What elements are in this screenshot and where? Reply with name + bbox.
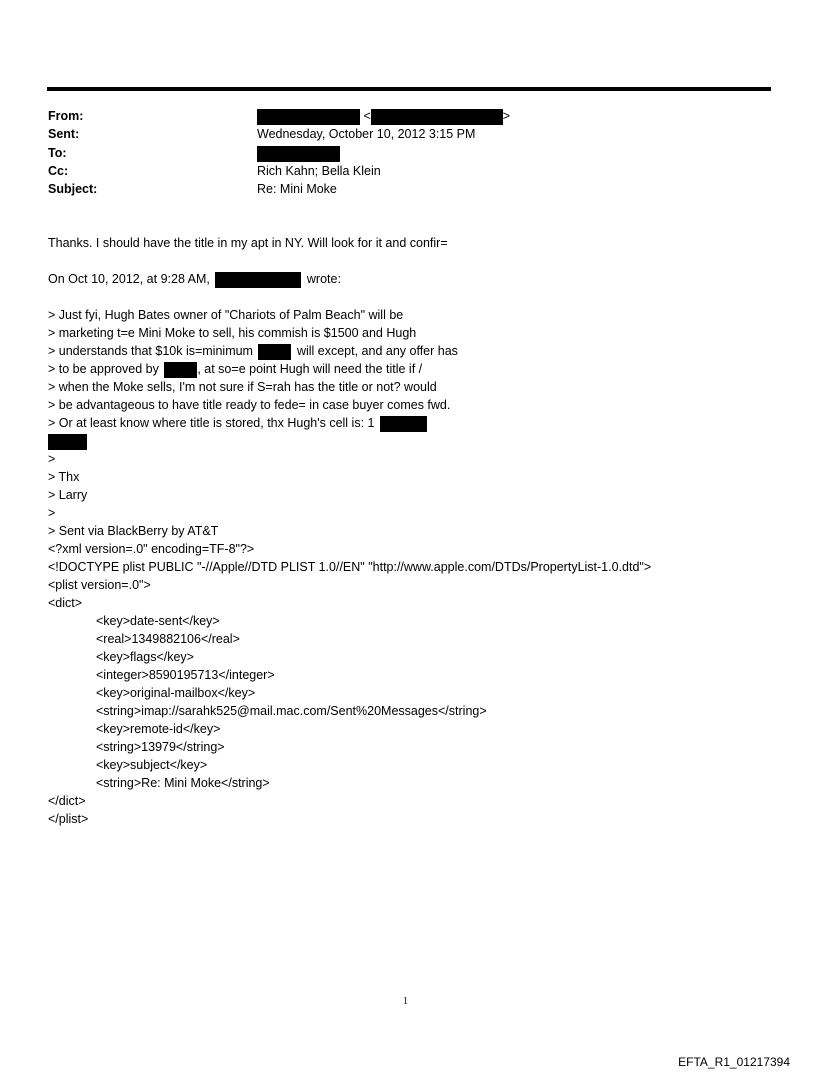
quoted-line: > bbox=[48, 506, 56, 520]
quoted-text: will except, and any offer has bbox=[296, 344, 458, 358]
quoted-line bbox=[48, 360, 422, 378]
xml-line: <string>imap://sarahk525@mail.mac.com/Sent%20Messages</string> bbox=[96, 704, 487, 718]
quoted-line: > Thx bbox=[48, 470, 80, 484]
xml-line: </dict> bbox=[48, 794, 86, 808]
quoted-line: > bbox=[48, 452, 56, 466]
redaction-block bbox=[164, 362, 197, 378]
document-id: EFTA_R1_01217394 bbox=[678, 1055, 790, 1069]
attribution-line bbox=[48, 270, 341, 288]
from-label: From: bbox=[48, 109, 84, 123]
redaction-block bbox=[371, 109, 503, 125]
redaction-block bbox=[48, 434, 87, 450]
quoted-text: > Or at least know where title is stored, thx Hugh's cell is: 1 bbox=[48, 416, 375, 430]
quoted-line: > Sent via BlackBerry by AT&T bbox=[48, 524, 219, 538]
subject-label: Subject: bbox=[48, 182, 98, 196]
xml-line: <integer>8590195713</integer> bbox=[96, 668, 275, 682]
subject-value: Re: Mini Moke bbox=[257, 182, 337, 196]
quoted-line: > Just fyi, Hugh Bates owner of "Chariots of Palm Beach" will be bbox=[48, 308, 404, 322]
quoted-line: > marketing t=e Mini Moke to sell, his commish is $1500 and Hugh bbox=[48, 326, 417, 340]
from-value bbox=[257, 107, 510, 125]
redaction-block bbox=[215, 272, 301, 288]
xml-line: </plist> bbox=[48, 812, 89, 826]
xml-line: <string>13979</string> bbox=[96, 740, 225, 754]
to-label: To: bbox=[48, 146, 67, 160]
attribution-prefix: On Oct 10, 2012, at 9:28 AM, bbox=[48, 272, 210, 286]
quoted-text: , at so=e point Hugh will need the title if / bbox=[197, 362, 423, 376]
attribution-suffix: wrote: bbox=[306, 272, 341, 286]
xml-line: <string>Re: Mini Moke</string> bbox=[96, 776, 270, 790]
quoted-text: > understands that $10k is=minimum bbox=[48, 344, 253, 358]
quoted-line: > when the Moke sells, I'm not sure if S=rah has the title or not? would bbox=[48, 380, 437, 394]
quoted-line bbox=[48, 414, 427, 432]
cc-label: Cc: bbox=[48, 164, 69, 178]
xml-line: <real>1349882106</real> bbox=[96, 632, 240, 646]
quoted-line bbox=[48, 432, 87, 450]
from-lt: < bbox=[363, 109, 371, 123]
xml-line: <?xml version=.0" encoding=TF-8"?> bbox=[48, 542, 255, 556]
page-number: 1 bbox=[403, 996, 408, 1007]
quoted-line bbox=[48, 342, 458, 360]
xml-line: <key>flags</key> bbox=[96, 650, 194, 664]
redaction-block bbox=[257, 109, 360, 125]
xml-line: <key>date-sent</key> bbox=[96, 614, 220, 628]
redaction-block bbox=[258, 344, 291, 360]
header-rule bbox=[47, 87, 771, 91]
body-line: Thanks. I should have the title in my apt in NY. Will look for it and confir= bbox=[48, 236, 448, 250]
redaction-block bbox=[380, 416, 427, 432]
cc-value: Rich Kahn; Bella Klein bbox=[257, 164, 381, 178]
xml-line: <dict> bbox=[48, 596, 83, 610]
quoted-line: > be advantageous to have title ready to fede= in case buyer comes fwd. bbox=[48, 398, 451, 412]
xml-line: <key>remote-id</key> bbox=[96, 722, 221, 736]
quoted-line: > Larry bbox=[48, 488, 88, 502]
xml-line: <key>subject</key> bbox=[96, 758, 208, 772]
xml-line: <!DOCTYPE plist PUBLIC "-//Apple//DTD PLIST 1.0//EN" "http://www.apple.com/DTDs/PropertyList-1.0.dtd"> bbox=[48, 560, 652, 574]
xml-line: <key>original-mailbox</key> bbox=[96, 686, 256, 700]
sent-value: Wednesday, October 10, 2012 3:15 PM bbox=[257, 127, 476, 141]
xml-line: <plist version=.0"> bbox=[48, 578, 151, 592]
from-gt: > bbox=[502, 109, 511, 123]
redaction-block bbox=[257, 146, 340, 162]
quoted-text: > to be approved by bbox=[48, 362, 159, 376]
sent-label: Sent: bbox=[48, 127, 80, 141]
to-value bbox=[257, 144, 340, 162]
